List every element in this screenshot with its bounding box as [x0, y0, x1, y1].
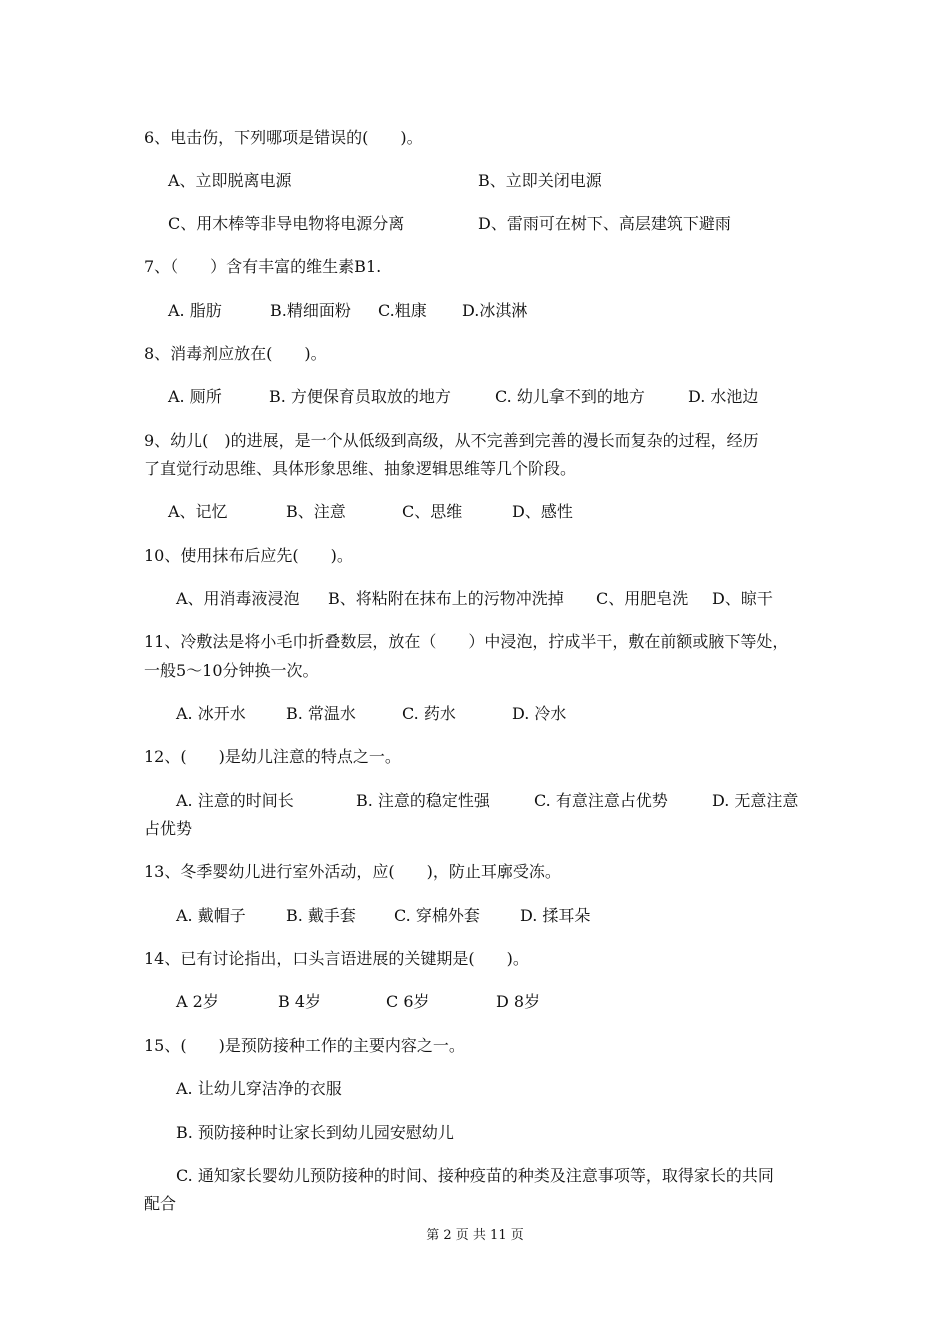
question-13-option-d: D. 揉耳朵	[520, 906, 591, 925]
question-12-stem: 12、( )是幼儿注意的特点之一。	[144, 747, 401, 766]
question-9-option-a: A、记忆	[168, 502, 228, 521]
question-6-stem: 6、电击伤，下列哪项是错误的( )。	[144, 128, 423, 147]
question-9-option-c: C、思维	[402, 502, 463, 521]
question-7-option-b: B.精细面粉	[270, 301, 351, 320]
question-7-option-c: C.粗康	[378, 301, 427, 320]
question-10-stem: 10、使用抹布后应先( )。	[144, 546, 353, 565]
page-number-footer: 第 2 页 共 11 页	[426, 1228, 524, 1243]
question-14-option-c: C 6岁	[386, 992, 430, 1011]
question-13-option-b: B. 戴手套	[286, 906, 356, 925]
question-15-option-c-line-2: 配合	[144, 1194, 177, 1213]
question-9-option-b: B、注意	[286, 502, 346, 521]
question-8-stem: 8、消毒剂应放在( )。	[144, 344, 327, 363]
question-11-option-b: B. 常温水	[286, 704, 356, 723]
question-10-option-a: A、用消毒液浸泡	[176, 589, 300, 608]
question-13-option-c: C. 穿棉外套	[394, 906, 480, 925]
question-6-option-d: D、雷雨可在树下、高层建筑下避雨	[478, 214, 731, 233]
question-8-option-c: C. 幼儿拿不到的地方	[495, 387, 645, 406]
question-6-option-a: A、立即脱离电源	[168, 171, 292, 190]
question-10-option-c: C、用肥皂洗	[596, 589, 689, 608]
question-11-stem-line-2: 一般5～10分钟换一次。	[144, 661, 319, 680]
question-12-option-d: D. 无意注意	[712, 791, 799, 810]
question-15-option-c-line-1: C. 通知家长婴幼儿预防接种的时间、接种疫苗的种类及注意事项等，取得家长的共同	[176, 1166, 774, 1185]
question-10-option-b: B、将粘附在抹布上的污物冲洗掉	[328, 589, 564, 608]
question-8-option-d: D. 水池边	[688, 387, 759, 406]
question-14-option-b: B 4岁	[278, 992, 322, 1011]
question-15-option-a: A. 让幼儿穿洁净的衣服	[176, 1079, 342, 1098]
question-13-option-a: A. 戴帽子	[176, 906, 246, 925]
question-8-option-a: A. 厕所	[168, 387, 222, 406]
question-11-option-d: D. 冷水	[512, 704, 567, 723]
question-6-option-b: B、立即关闭电源	[478, 171, 602, 190]
question-7-stem: 7、（ ）含有丰富的维生素B1.	[144, 257, 382, 276]
question-14-stem: 14、已有讨论指出，口头言语进展的关键期是( )。	[144, 949, 529, 968]
question-8-option-b: B. 方便保育员取放的地方	[269, 387, 451, 406]
question-15-stem: 15、( )是预防接种工作的主要内容之一。	[144, 1036, 465, 1055]
question-7-option-a: A. 脂肪	[168, 301, 222, 320]
question-11-option-c: C. 药水	[402, 704, 456, 723]
question-14-option-d: D 8岁	[496, 992, 541, 1011]
question-13-stem: 13、冬季婴幼儿进行室外活动，应( )，防止耳廓受冻。	[144, 862, 561, 881]
question-9-stem-line-1: 9、幼儿( )的进展，是一个从低级到高级，从不完善到完善的漫长而复杂的过程，经历	[144, 431, 759, 450]
question-14-option-a: A 2岁	[176, 992, 219, 1011]
question-12-option-a: A. 注意的时间长	[176, 791, 294, 810]
question-12-option-b: B. 注意的稳定性强	[356, 791, 490, 810]
question-15-option-b: B. 预防接种时让家长到幼儿园安慰幼儿	[176, 1123, 454, 1142]
question-6-option-c: C、用木棒等非导电物将电源分离	[168, 214, 405, 233]
question-11-stem-line-1: 11、冷敷法是将小毛巾折叠数层，放在（ ）中浸泡，拧成半干，敷在前额或腋下等处，	[144, 632, 789, 651]
question-10-option-d: D、晾干	[712, 589, 773, 608]
question-12-option-d-continued: 占优势	[144, 819, 193, 838]
question-11-option-a: A. 冰开水	[176, 704, 246, 723]
question-12-option-c: C. 有意注意占优势	[534, 791, 668, 810]
question-7-option-d: D.冰淇淋	[462, 301, 528, 320]
question-9-stem-line-2: 了直觉行动思维、具体形象思维、抽象逻辑思维等几个阶段。	[144, 459, 577, 478]
question-9-option-d: D、感性	[512, 502, 573, 521]
